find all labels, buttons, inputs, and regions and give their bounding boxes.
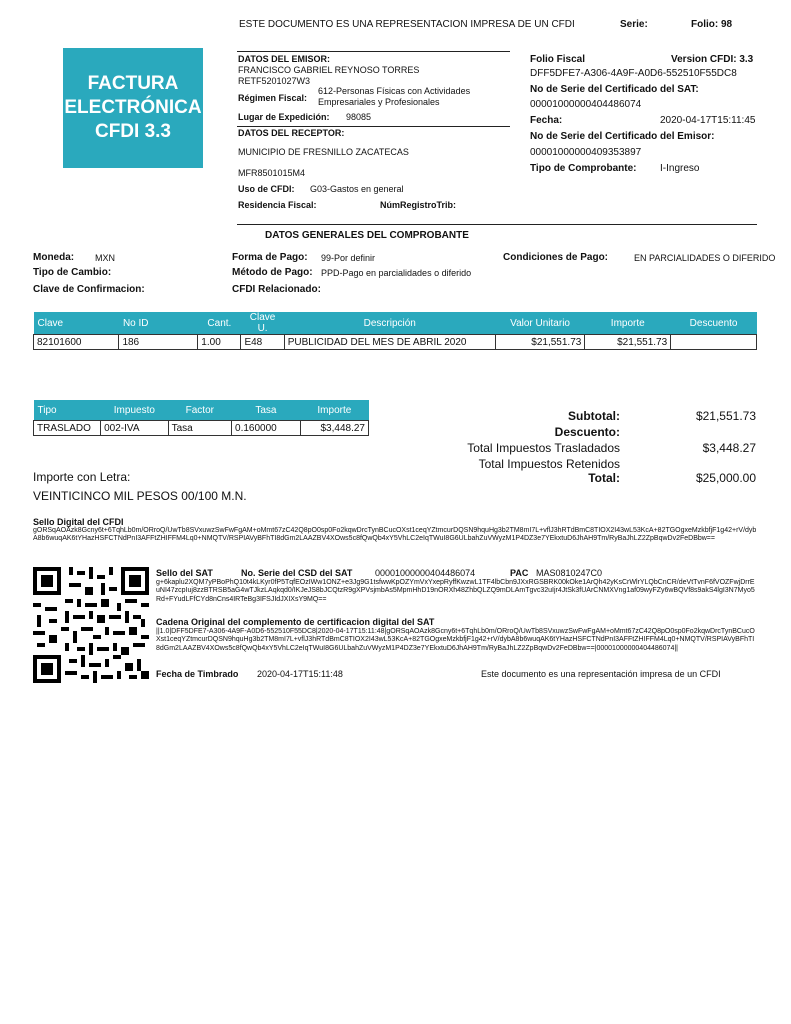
conceptos-table (33, 312, 757, 350)
receptor-rfc: MFR8501015M4 (238, 168, 306, 178)
descuento-label: Descuento: (554, 425, 620, 439)
importe-letra-value: VEINTICINCO MIL PESOS 00/100 M.N. (33, 489, 247, 503)
col-tipo: Tipo (34, 400, 101, 421)
cert-emisor-label: No de Serie del Certificado del Emisor: (530, 131, 715, 142)
cell-factor: Tasa (168, 421, 231, 436)
col-importe-imp: Importe (300, 400, 368, 421)
col-descuento: Descuento (671, 312, 757, 335)
metodo-pago-label: Método de Pago: (232, 267, 313, 278)
forma-pago-label: Forma de Pago: (232, 252, 308, 263)
tipo-cambio-label: Tipo de Cambio: (33, 267, 112, 278)
cert-sat-label: No de Serie del Certificado del SAT: (530, 84, 699, 95)
version-label: Version CFDI: 3.3 (671, 54, 754, 65)
clave-confirmacion-label: Clave de Confirmacion: (33, 284, 145, 295)
cell-importe-imp: $3,448.27 (300, 421, 368, 436)
cell-impuesto: 002-IVA (101, 421, 168, 436)
impuestos-header-row (34, 400, 369, 421)
cell-clave-u: E48 (241, 335, 284, 350)
emisor-name: FRANCISCO GABRIEL REYNOSO TORRES (238, 65, 420, 75)
col-impuesto: Impuesto (101, 400, 168, 421)
metodo-pago-value: PPD-Pago en parcialidades o diferido (321, 268, 472, 278)
cfdi-notice: ESTE DOCUMENTO ES UNA REPRESENTACION IMPRESA DE UN CFDI (239, 19, 575, 30)
col-clave: Clave (34, 312, 119, 335)
logo-line1: FACTURA (87, 73, 179, 94)
regimen-line1: 612-Personas Físicas con Actividades (318, 86, 471, 96)
col-cant: Cant. (198, 312, 241, 335)
cell-no-id: 186 (119, 335, 198, 350)
tipo-comprobante-value: I-Ingreso (660, 163, 700, 174)
col-tasa: Tasa (232, 400, 301, 421)
csd-sat-value: 00001000000404486074 (375, 568, 476, 578)
lugar-value: 98085 (346, 112, 372, 122)
qr-code-icon (33, 567, 149, 683)
fecha-value: 2020-04-17T15:11:45 (660, 115, 756, 126)
folio-label: Folio: 98 (691, 19, 733, 30)
cert-emisor-value: 00001000000409353897 (530, 147, 642, 158)
logo-line3: CFDI 3.3 (94, 121, 172, 142)
sello-sat-value: g+6kaplu2XQM7yPBoPhQ10t4kLKyr0fP5TqfEOzIWw1ONZ+e3Jg9G1tsfwwKpOZYmVxYxepRyffKwzwL1TF4lbCbn9JXxRGSBRK00kOke1ArQh42yKsCrWlrYLQbCnCR/deVtTvnF6fVOZFwjDrrEuNI47zcpIuj8zzBTRSB5aG4wTJkzLAqkqd0/IKJeJS8bJCQtzR9gXPVsjmbAs5MpmHhD19nORXh48ZhbQLZQ9mDLAmTgvc32uIjr4JtSk3fUArCNMXVng1af09wyFZy6wBQVf8s9akS4lgI3N7Myo5Rd+FYudLFfCYd8nCns4IRTeBg3IFSJIdJXIXsY9MQ== (156, 579, 755, 603)
regimen-label: Régimen Fiscal: (238, 93, 308, 103)
cell-cant: 1.00 (198, 335, 241, 350)
cell-tasa: 0.160000 (232, 421, 301, 436)
total-label: Total: (588, 471, 620, 485)
pac-label: PAC (510, 568, 529, 578)
moneda-label: Moneda: (33, 252, 75, 263)
generales-title: DATOS GENERALES DEL COMPROBANTE (265, 230, 469, 241)
importe-letra-label: Importe con Letra: (33, 470, 131, 484)
col-valor-unitario: Valor Unitario (495, 312, 585, 335)
factura-logo (63, 48, 203, 168)
table-row (34, 421, 369, 436)
receptor-rule (237, 126, 510, 127)
cell-importe: $21,551.73 (585, 335, 671, 350)
retenidos-label: Total Impuestos Retenidos (478, 457, 620, 471)
trasladados-value: $3,448.27 (702, 441, 756, 455)
regimen-line2: Empresariales y Profesionales (318, 97, 440, 107)
forma-pago-value: 99-Por definir (321, 253, 376, 263)
uso-value: G03-Gastos en general (310, 184, 404, 194)
total-value: $25,000.00 (695, 471, 756, 485)
subtotal-value: $21,551.73 (695, 409, 756, 423)
condiciones-label: Condiciones de Pago: (503, 252, 609, 263)
table-row (34, 335, 757, 350)
sello-digital-value: gORSqAOAzk8Gcny6t+6TqhLb0m/ORroQ/UwTb8SVxuwzSwFwFgAM+oMmt67zC42Q8pO0sp0Fo2kqwDrcTynBCucOXst1ceqYZtmcurDQSN9hquHg3b2TM8mI7L+vflJ3hRTdBmC8TIOX2I43wL53KcA+82TGOgxeMzkbfjF1g42+rV/dybA8b6wuqAK6tYHazHSFCTNdPnI3AFFtZHIFFM4Lq0+NMQTV/RSPIAVyBFhTI8dGm2LAAZBV4XOws5c8fQwQb4xY5VhLC2eIqTWuI8G6ULbahZuVWyzM1P4DZ3e7YEkxtuD6JhAH9Tm/RyBaJhLZ2ZpBqwDv2FeDBbw== (33, 527, 757, 543)
logo-line2: ELECTRÓNICA (64, 97, 202, 118)
conceptos-header-row (34, 312, 757, 335)
folio-fiscal-label: Folio Fiscal (530, 54, 586, 65)
emisor-rule (237, 51, 510, 52)
col-factor: Factor (168, 400, 231, 421)
cadena-title: Cadena Original del complemento de certificacion digital del SAT (156, 617, 435, 627)
timbrado-label: Fecha de Timbrado (156, 669, 239, 679)
cell-descripcion: PUBLICIDAD DEL MES DE ABRIL 2020 (284, 335, 495, 350)
emisor-rfc: RETF5201027W3 (238, 76, 311, 86)
cell-valor-unitario: $21,551.73 (495, 335, 585, 350)
col-importe: Importe (585, 312, 671, 335)
sello-digital-title: Sello Digital del CFDI (33, 517, 124, 527)
cell-descuento (671, 335, 757, 350)
num-registro-label: NúmRegistroTrib: (380, 200, 457, 210)
cell-clave: 82101600 (34, 335, 119, 350)
fecha-label: Fecha: (530, 115, 563, 126)
serie-label: Serie: (620, 19, 648, 30)
sello-sat-title: Sello del SAT (156, 568, 213, 578)
generales-rule (237, 224, 757, 225)
receptor-title: DATOS DEL RECEPTOR: (238, 128, 345, 138)
col-no-id: No ID (119, 312, 198, 335)
lugar-label: Lugar de Expedición: (238, 112, 330, 122)
residencia-label: Residencia Fiscal: (238, 200, 317, 210)
emisor-title: DATOS DEL EMISOR: (238, 54, 331, 64)
footer-note: Este documento es una representación impresa de un CFDI (481, 669, 721, 679)
cfdi-relacionado-label: CFDI Relacionado: (232, 284, 321, 295)
uso-label: Uso de CFDI: (238, 184, 295, 194)
col-descripcion: Descripción (284, 312, 495, 335)
cell-tipo: TRASLADO (34, 421, 101, 436)
folio-fiscal-value: DFF5DFE7-A306-4A9F-A0D6-552510F55DC8 (530, 68, 737, 79)
subtotal-label: Subtotal: (568, 409, 620, 423)
moneda-value: MXN (95, 253, 115, 263)
receptor-name: MUNICIPIO DE FRESNILLO ZACATECAS (238, 147, 409, 157)
pac-value: MAS0810247C0 (536, 568, 603, 578)
impuestos-table (33, 400, 369, 436)
condiciones-value: EN PARCIALIDADES O DIFERIDO (634, 253, 776, 263)
cadena-value: ||1.0|DFF5DFE7-A306-4A9F-A0D6-552510F55DC8|2020-04-17T15:11:48|gORSqAOAzk8Gcny6t+6TqhLb0m/ORroQ/UwTb8SVxuwzSwFwFgAM+oMmt67zC42Q8pO0sp0Fo2kqwDrcTynBCucOXst1ceqYZtmcurDQSN9hquHg3b2TM8mI7L+vflJ3hRTdBmC8TIOX2I43wL53KcA+82TGOgxeMzkbfjF1g42+rV/dybA8b6wuqAK6tYHazHSFCTNdPnI3AFFtZHIFFM4Lq0+NMQTV/RSPIAVyBFhTI8dGm2LAAZBV4XOws5c8fQwQb4xY5VhLC2eIqTWuI8G6ULbahZuVWyzM1P4DZ3e7YEkxtuD6JhAH9Tm/RyBaJhLZ2ZpBqwDv2FeDBbw==|00001000000404486074|| (156, 628, 755, 652)
trasladados-label: Total Impuestos Trasladados (467, 441, 620, 455)
tipo-comprobante-label: Tipo de Comprobante: (530, 163, 637, 174)
col-clave-u: Clave U. (241, 312, 284, 335)
csd-sat-label: No. Serie del CSD del SAT (241, 568, 353, 578)
cert-sat-value: 00001000000404486074 (530, 99, 642, 110)
timbrado-value: 2020-04-17T15:11:48 (257, 669, 343, 679)
